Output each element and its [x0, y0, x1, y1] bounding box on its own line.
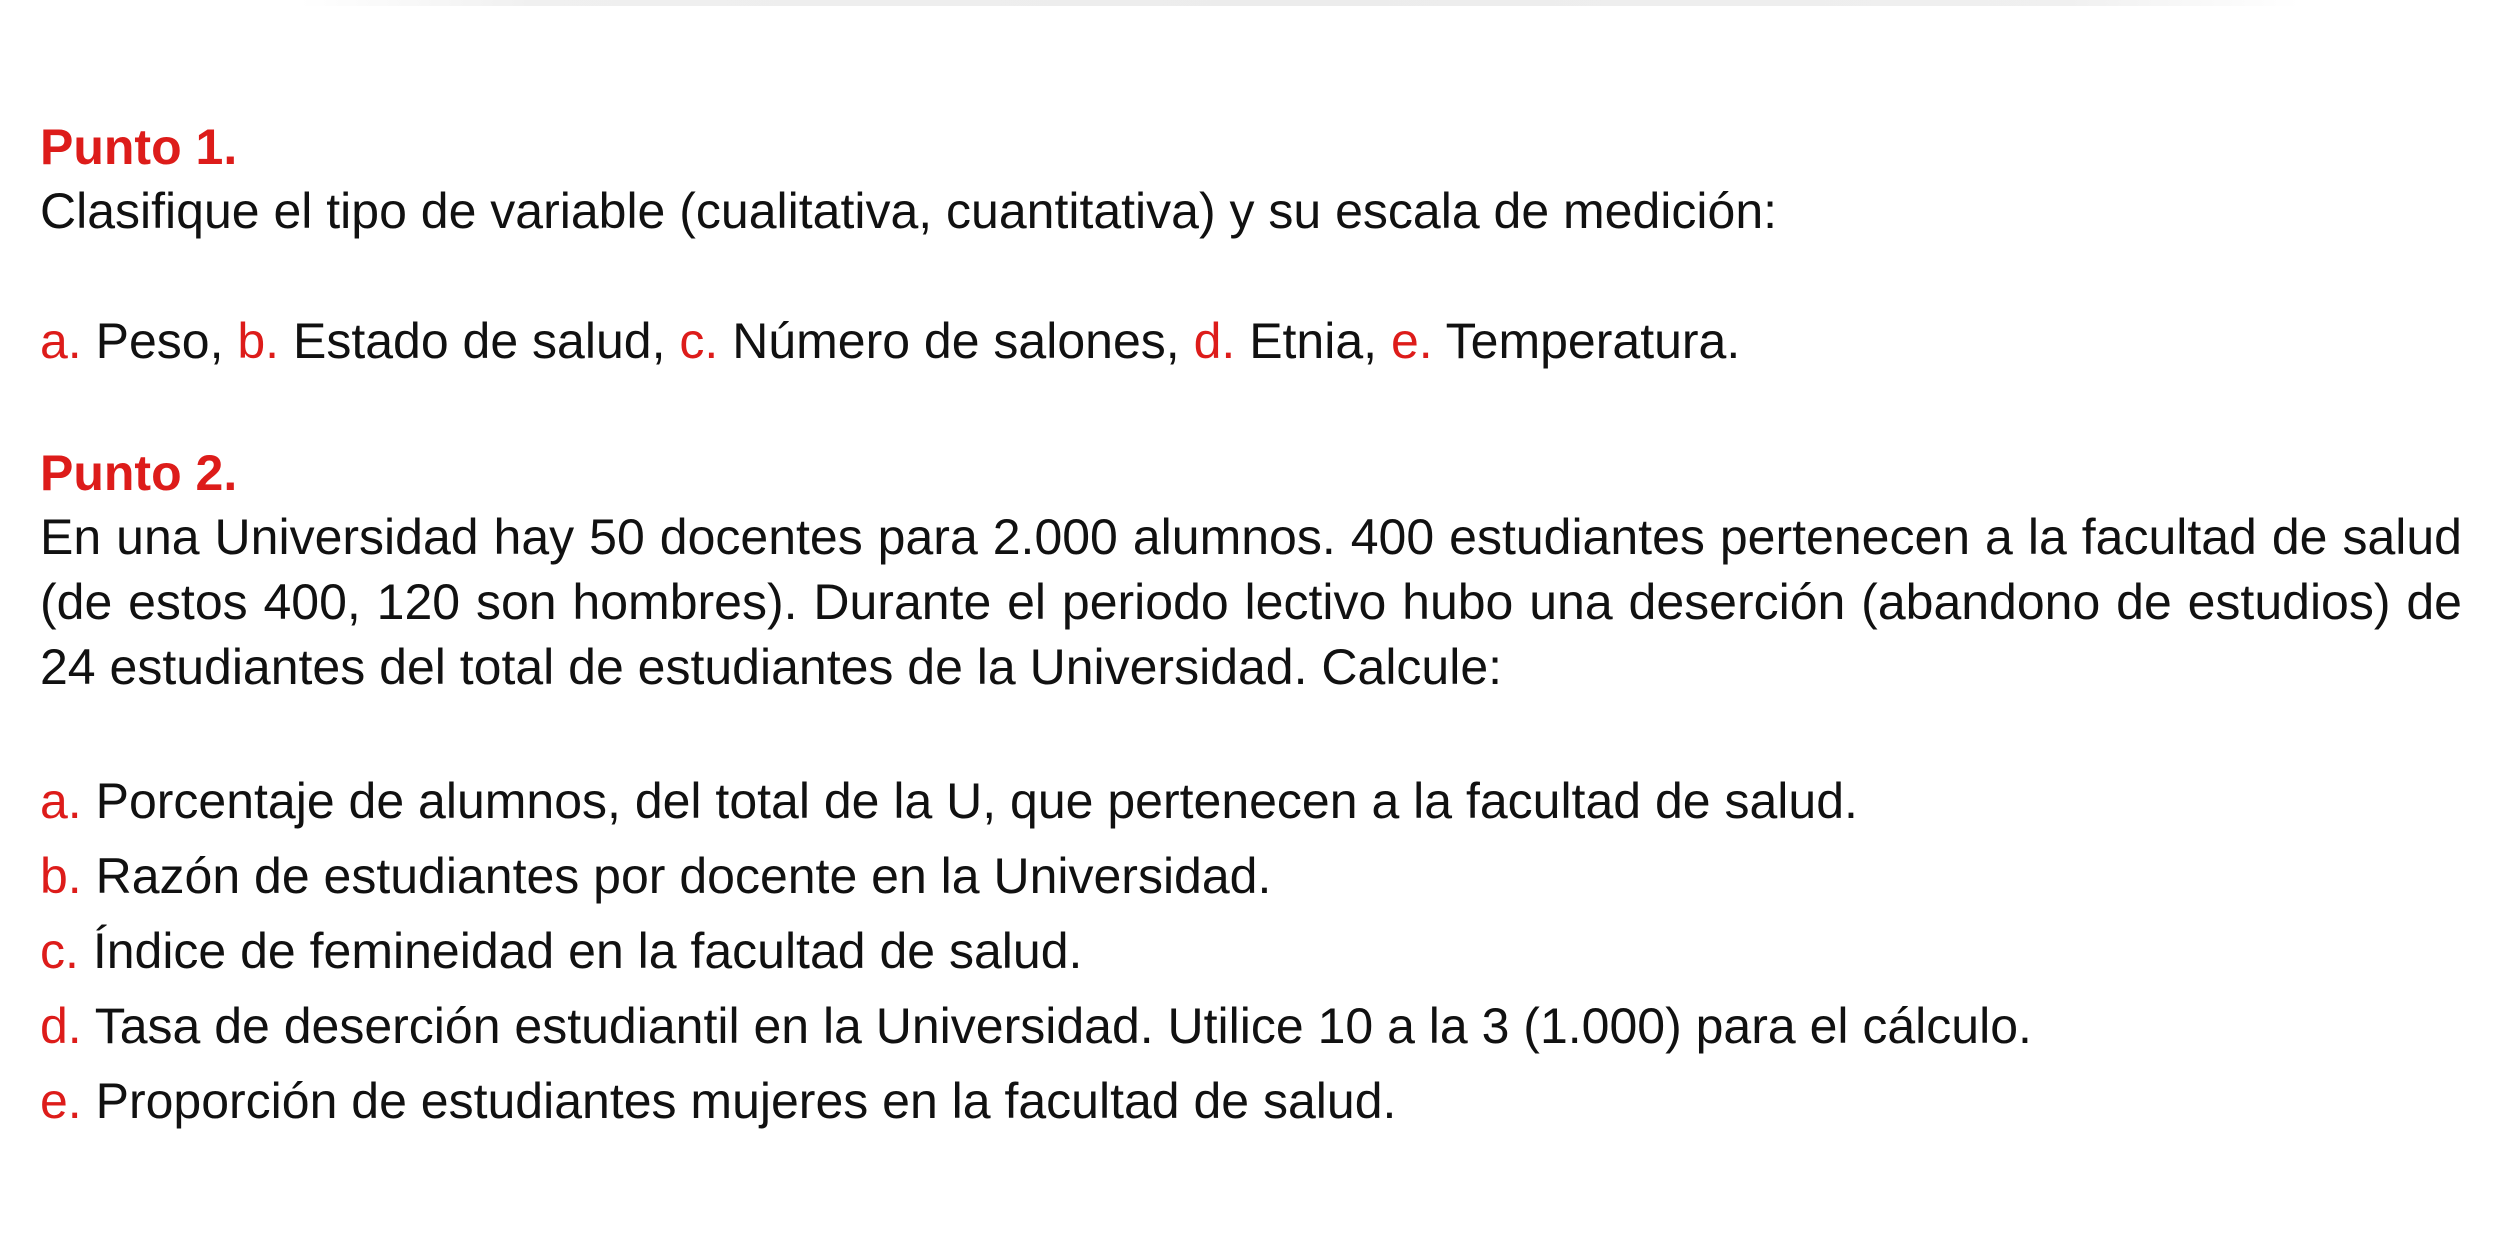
item-letter: a.: [40, 773, 82, 829]
item-text: Número de salones,: [732, 313, 1180, 369]
item-letter: e.: [40, 1073, 82, 1129]
item-text: Estado de salud,: [292, 313, 666, 369]
item-letter: b.: [40, 848, 82, 904]
item-text: Etnia,: [1249, 313, 1378, 369]
top-edge-fade: [300, 0, 2300, 6]
item-text: Temperatura.: [1445, 313, 1741, 369]
item-text: Razón de estudiantes por docente en la Universidad.: [95, 848, 1272, 904]
punto-1-prompt: Clasifique el tipo de variable (cualitativa, cuantitativa) y su escala de medición:: [40, 183, 1778, 239]
item-text: Porcentaje de alumnos, del total de la U, que pertenecen a la facultad de salud.: [95, 773, 1858, 829]
item-text: Índice de femineidad en la facultad de salud.: [92, 923, 1083, 979]
item-letter: d.: [1193, 313, 1236, 369]
item-text: Proporción de estudiantes mujeres en la facultad de salud.: [95, 1073, 1397, 1129]
list-item: [40, 1071, 1396, 1131]
item-letter: d.: [40, 998, 82, 1054]
item-letter: a.: [40, 313, 82, 369]
item-letter: c.: [40, 923, 79, 979]
item-letter: e.: [1390, 313, 1433, 369]
document-page: [40, 0, 2462, 1247]
list-item: [40, 921, 1082, 981]
item-letter: b.: [237, 313, 280, 369]
punto-1-heading: Punto 1.: [40, 119, 238, 175]
list-item: [40, 771, 1858, 831]
item-letter: c.: [679, 313, 719, 369]
list-item: [40, 846, 1271, 906]
item-text: Tasa de deserción estudiantil en la Universidad. Utilice 10 a la 3 (1.000) para el cálculo.: [94, 998, 2032, 1054]
list-item: [40, 996, 2032, 1056]
punto-2-heading: Punto 2.: [40, 445, 238, 501]
punto-1-items: [40, 311, 1740, 371]
punto-2-paragraph: En una Universidad hay 50 docentes para 2.000 alumnos. 400 estudiantes pertenecen a la facultad de salud (de estos 400, 120 son hombres). Durante el periodo lectivo hubo una deserción (abandono de estudios) de 24 estudiantes del total de estudiantes de la Universidad. Calcule:: [40, 509, 2462, 695]
item-text: Peso,: [95, 313, 224, 369]
